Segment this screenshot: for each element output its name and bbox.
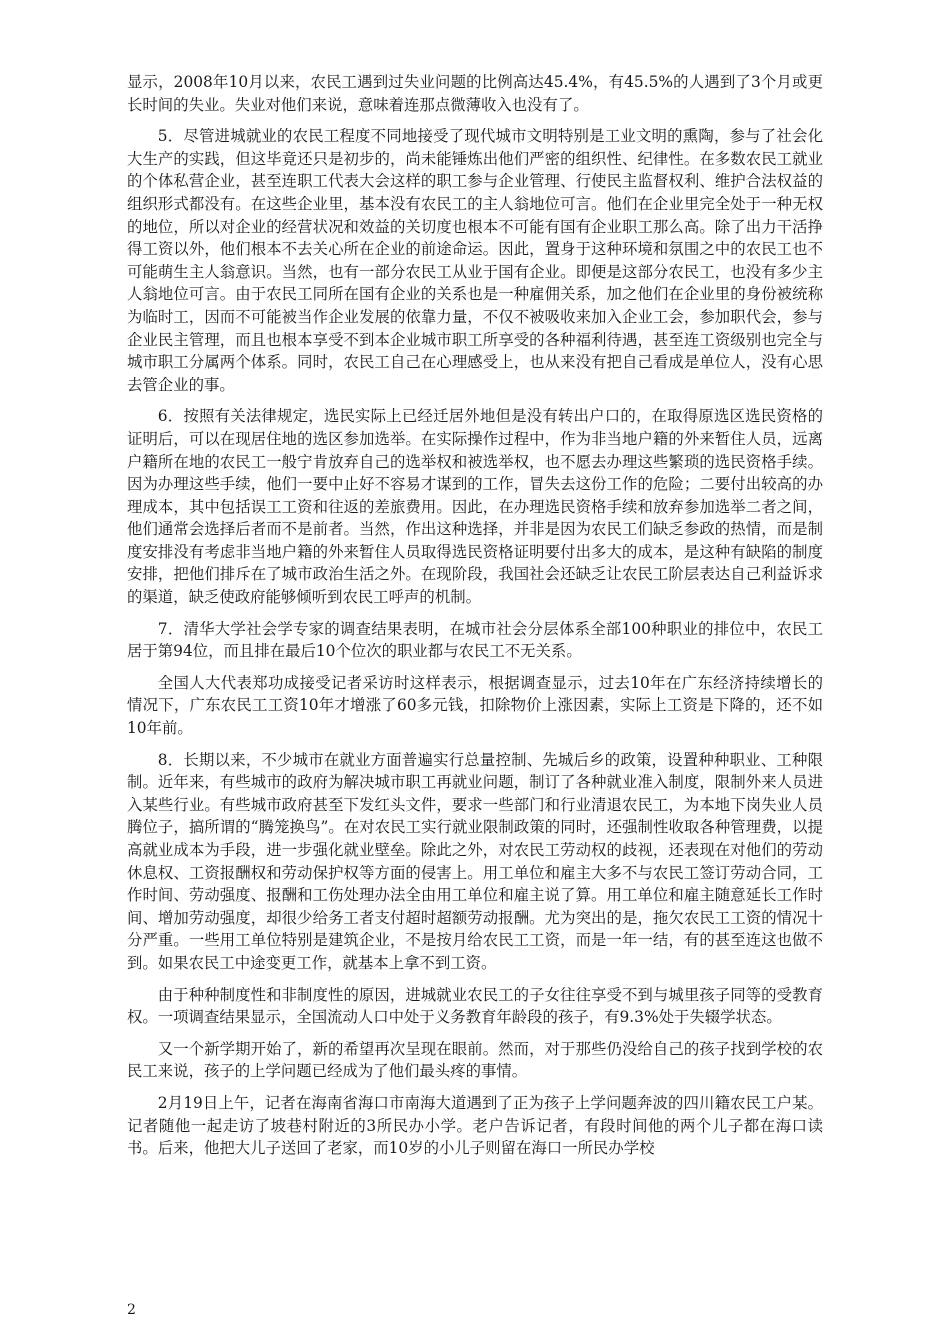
paragraph-education-rights: 由于种种制度性和非制度性的原因，进城就业农民工的子女往往享受不到与城里孩子同等的受教育权。一项调查结果显示，全国流动人口中处于义务教育年龄段的孩子，有9.3%处于失辍学状态。 bbox=[127, 985, 823, 1027]
paragraph-7-occupation-ranking: 7．清华大学社会学专家的调查结果表明，在城市社会分层体系全部100种职业的排位中，农民工居于第94位，而且排在最后10个位次的职业都与农民工不无关系。 bbox=[127, 619, 823, 661]
paragraph-wages: 全国人大代表郑功成接受记者采访时这样表示，根据调查显示，过去10年在广东经济持续增长的情况下，广东农民工工资10年才增涨了60多元钱，扣除物价上涨因素，实际上工资是下降的，还不如10年前。 bbox=[127, 673, 823, 738]
paragraph-6-voting-rights: 6．按照有关法律规定，选民实际上已经迁居外地但是没有转出户口的，在取得原选区选民资格的证明后，可以在现居住地的选区参加选举。在实际操作过程中，作为非当地户籍的外来暂住人员，远离户籍所在地的农民工一般宁肯放弃自己的选举权和被选举权，也不愿去办理这些繁琐的选民资格手续。因为办理这些手续，他们一要中止好不容易才谋到的工作，冒失去这份工作的危险；二要付出较高的办理成本，其中包括误工工资和往返的差旅费用。因此，在办理选民资格手续和放弃参加选举二者之间，他们通常会选择后者而不是前者。当然，作出这种选择，并非是因为农民工们缺乏参政的热情，而是制度安排没有考虑非当地户籍的外来暂住人员取得选民资格证明要付出多大的成本，是这种有缺陷的制度安排，把他们排斥在了城市政治生活之外。在现阶段，我国社会还缺乏让农民工阶层表达自己利益诉求的渠道，缺乏使政府能够倾听到农民工呼声的机制。 bbox=[127, 407, 823, 607]
paragraph-new-semester: 又一个新学期开始了，新的希望再次呈现在眼前。然而，对于那些仍没给自己的孩子找到学校的农民工来说，孩子的上学问题已经成为了他们最头疼的事情。 bbox=[127, 1039, 823, 1081]
paragraph-unemployment: 显示，2008年10月以来，农民工遇到过失业问题的比例高达45.4%，有45.5%的人遇到了3个月或更长时间的失业。失业对他们来说，意味着连那点微薄收入也没有了。 bbox=[127, 73, 823, 114]
page-number: 2 bbox=[127, 1302, 136, 1318]
paragraph-8-employment-restrictions: 8．长期以来，不少城市在就业方面普遍实行总量控制、先城后乡的政策，设置种种职业、工种限制。近年来，有些城市的政府为解决城市职工再就业问题，制订了各种就业准入制度，限制外来人员进入某些行业。有些城市政府甚至下发红头文件，要求一些部门和行业清退农民工，为本地下岗失业人员腾位子，搞所谓的“腾笼换鸟”。在对农民工实行就业限制政策的同时，还强制性收取各种管理费，以提高就业成本为手段，进一步强化就业壁垒。除此之外，对农民工劳动权的歧视，还表现在对他们的劳动休息权、工资报酬权和劳动保护权等方面的侵害上。用工单位和雇主大多不与农民工签订劳动合同，工作时间、劳动强度、报酬和工伤处理办法全由用工单位和雇主说了算。用工单位和雇主随意延长工作时间、增加劳动强度，却很少给务工者支付超时超额劳动报酬。尤为突出的是，拖欠农民工工资的情况十分严重。一些用工单位特别是建筑企业，不是按月给农民工工资，而是一年一结，有的甚至连这也做不到。如果农民工中途变更工作，就基本上拿不到工资。 bbox=[127, 750, 823, 972]
paragraph-haikou-report: 2月19日上午，记者在海南省海口市南海大道遇到了正为孩子上学问题奔波的四川籍农民工户某。记者随他一起走访了坡巷村附近的3所民办小学。老户告诉记者，有段时间他的两个儿子都在海口读书。后来，他把大儿子送回了老家，而10岁的小儿子则留在海口一所民办学校 bbox=[127, 1093, 823, 1158]
paragraph-5-enterprise-participation: 5．尽管进城就业的农民工程度不同地接受了现代城市文明特别是工业文明的熏陶，参与了社会化大生产的实践，但这毕竟还只是初步的，尚未能锤炼出他们严密的组织性、纪律性。在多数农民工就业的个体私营企业，甚至连职工代表大会这样的职工参与企业管理、行使民主监督权利、维护合法权益的组织形式都没有。在这些企业里，基本没有农民工的主人翁地位可言。他们在企业里完全处于一种无权的地位，所以对企业的经营状况和效益的关切度也根本不可能有国有企业职工那么高。除了出力干活挣得工资以外，他们根本不去关心所在企业的前途命运。因此，置身于这种环境和氛围之中的农民工也不可能萌生主人翁意识。当然，也有一部分农民工从业于国有企业。即便是这部分农民工，也没有多少主人翁地位可言。由于农民工同所在国有企业的关系也是一种雇佣关系，加之他们在企业里的身份被统称为临时工，因而不可能被当作企业发展的依靠力量，不仅不被吸收来加入企业工会，参加职代会，参与企业民主管理，而且也根本享受不到本企业城市职工所享受的各种福利待遇，甚至连工资级别也完全与城市职工分属两个体系。同时，农民工自己在心理感受上，也从来没有把自己看成是单位人，没有心思去管企业的事。 bbox=[127, 127, 823, 394]
document-body bbox=[127, 71, 823, 1169]
